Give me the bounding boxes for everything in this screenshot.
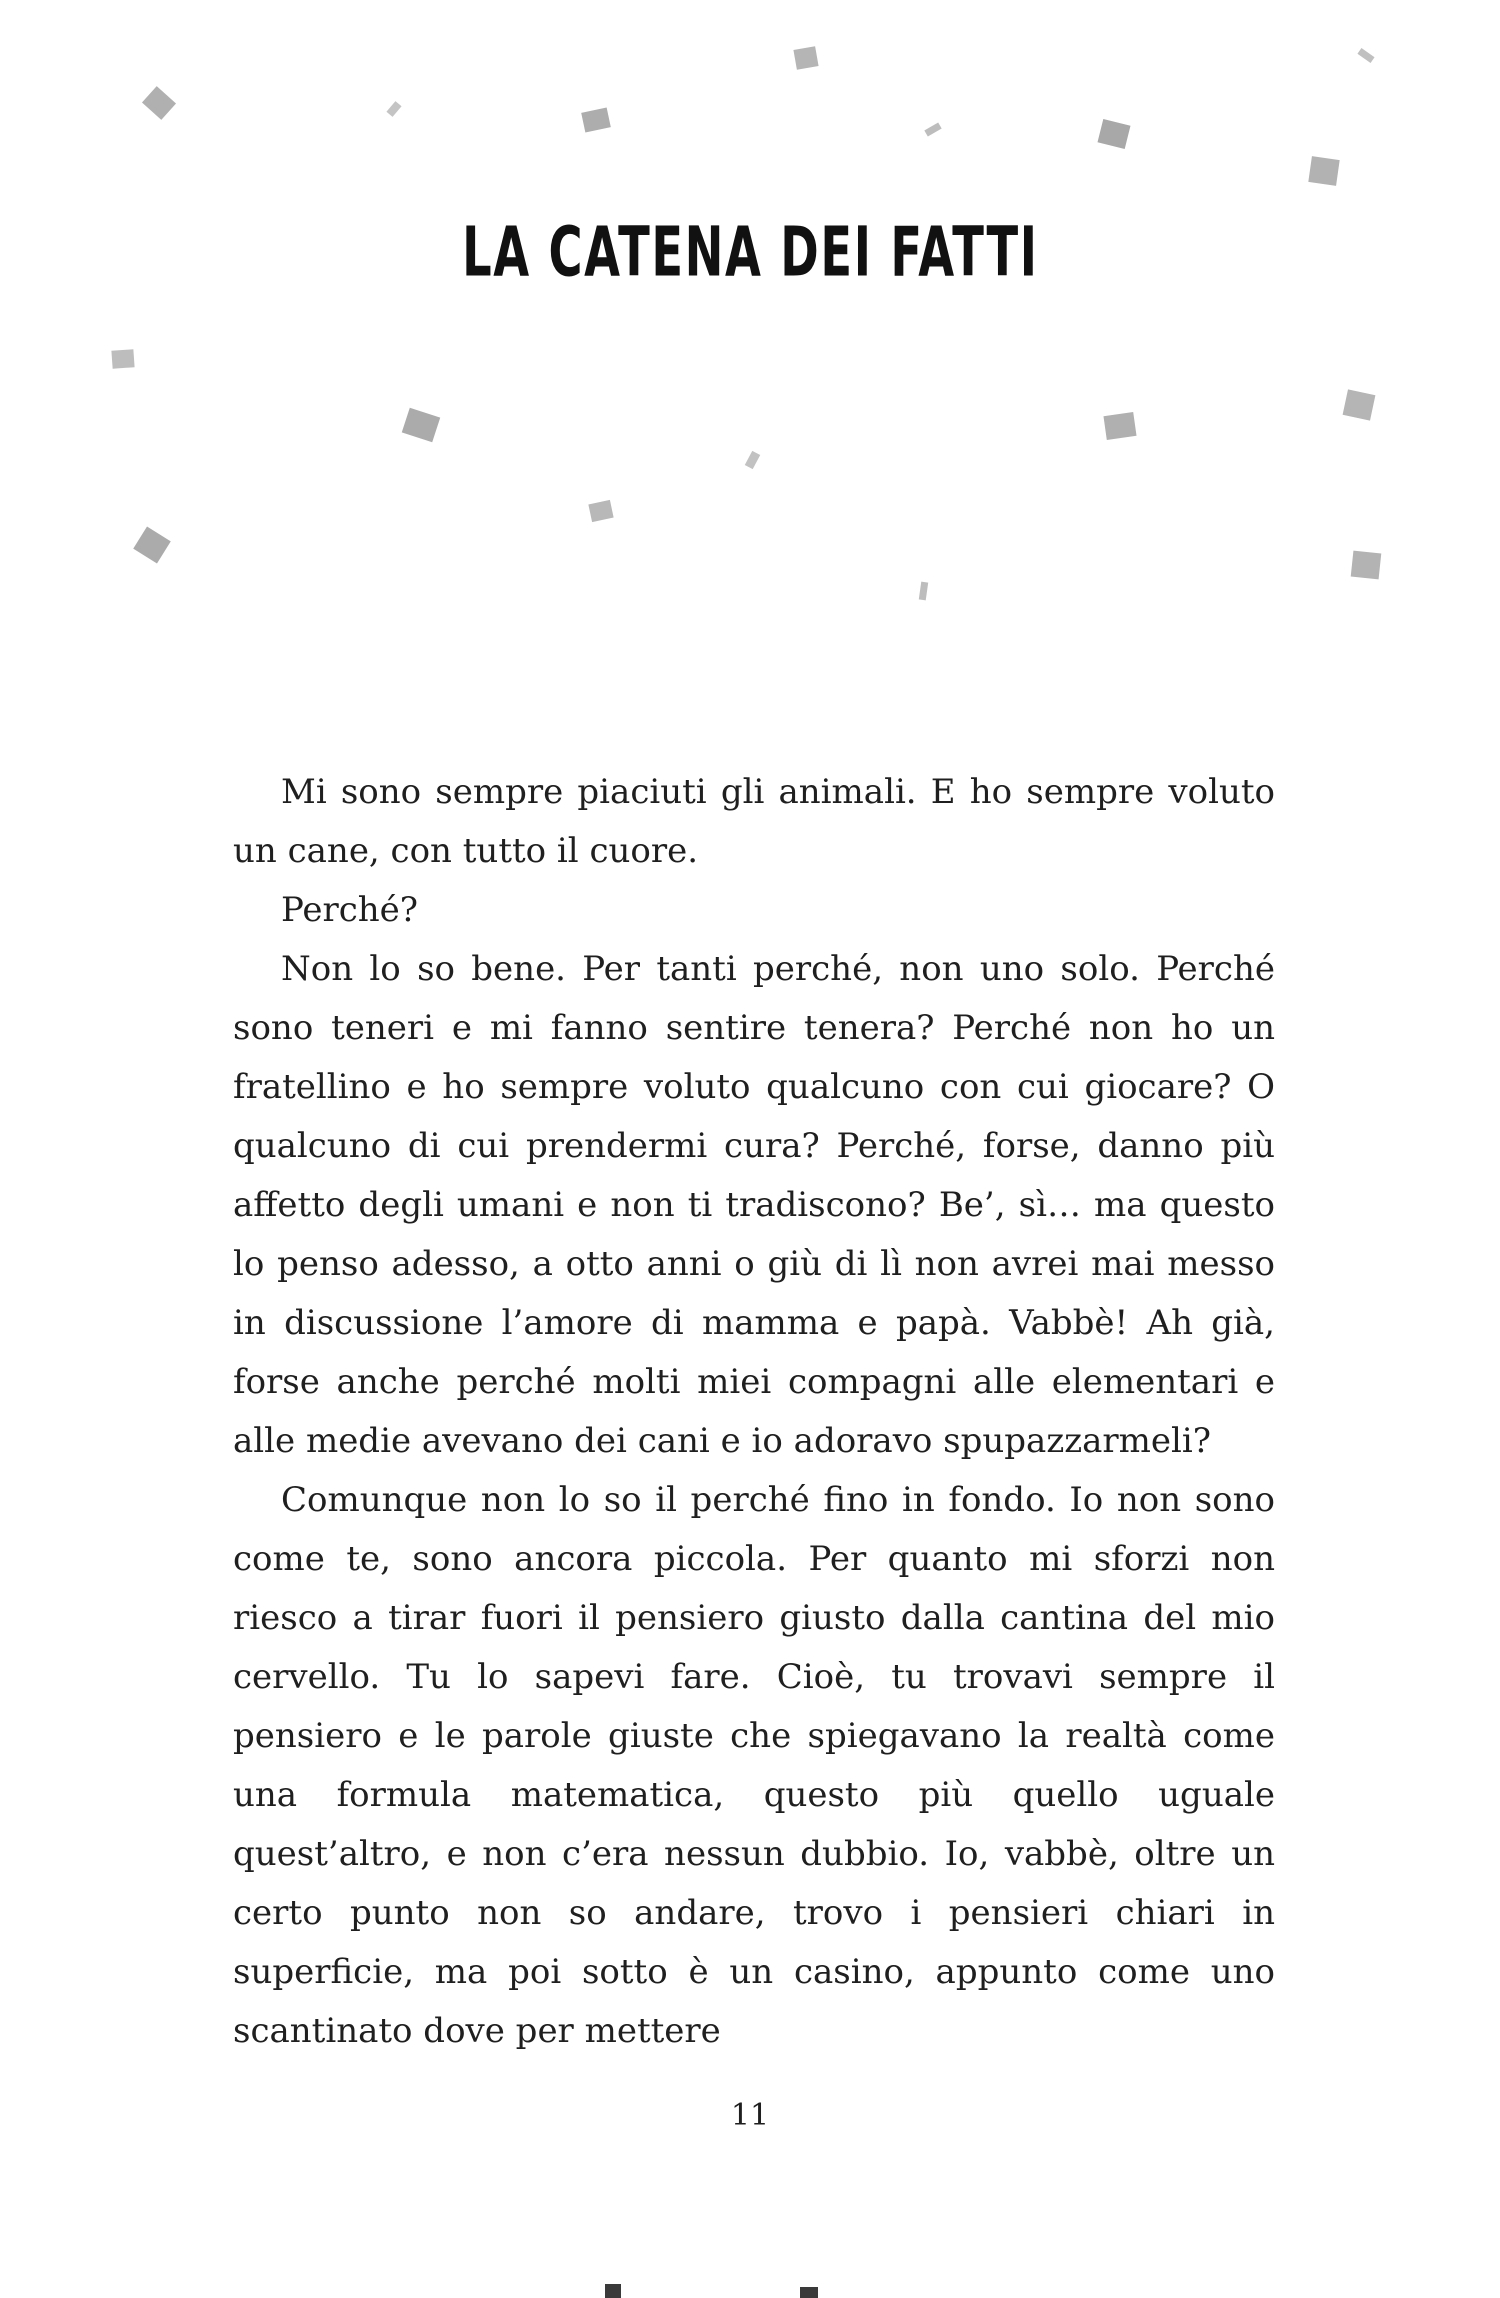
square-confetto [142, 86, 176, 120]
edge-mark [800, 2287, 818, 2298]
square-confetto [793, 46, 818, 70]
square-confetto [1308, 156, 1339, 186]
square-confetto [111, 349, 134, 368]
tick-confetto [924, 122, 941, 136]
tick-confetto [1357, 48, 1374, 63]
body-paragraph: Non lo so bene. Per tanti perché, non uno solo. Perché sono teneri e mi fanno sentire tenera? Perché non ho un fratellino e ho sempre voluto qualcuno con cui giocare? O qualcuno di cui prendermi cura? Perché, forse, danno più affetto degli umani e non ti tradiscono? Be’, sì… ma questo lo penso adesso, a otto anni o giù di lì non avrei mai messo in discussione l’amore di mamma e papà. Vabbè! Ah già, forse anche perché molti miei compagni alle elementari e alle medie avevano dei cani e io adoravo spupazzarmeli? [233, 949, 1275, 1461]
square-confetto [588, 500, 613, 522]
tick-confetto [919, 582, 928, 601]
square-confetto [1098, 119, 1131, 149]
square-confetto [1103, 412, 1136, 440]
square-confetto [1343, 389, 1376, 420]
body-paragraph: Comunque non lo so il perché fino in fondo. Io non sono come te, sono ancora piccola. Per quanto mi sforzi non riesco a tirar fuori il pensiero giusto dalla cantina del mio cervello. Tu lo sapevi fare. Cioè, tu trovavi sempre il pensiero e le parole giuste che spiegavano la realtà come una formula matematica, questo più quello uguale quest’altro, e non c’era nessun dubbio. Io, vabbè, oltre un certo punto non so andare, trovo i pensieri chiari in superficie, ma poi sotto è un casino, appunto come uno scantinato dove per mettere [233, 1480, 1275, 2051]
square-confetto [133, 527, 171, 564]
body-paragraph: Perché? [281, 890, 419, 930]
chapter-title: LA CATENA DEI FATTI [461, 212, 1039, 293]
body-text-block [233, 763, 1275, 2061]
body-paragraph: Mi sono sempre piaciuti gli animali. E ho sempre voluto un cane, con tutto il cuore. [233, 772, 1275, 871]
tick-confetto [745, 451, 760, 469]
square-confetto [581, 108, 611, 133]
tick-confetto [386, 101, 401, 117]
edge-mark [605, 2284, 621, 2298]
page-number: 11 [730, 2098, 770, 2133]
square-confetto [1351, 551, 1382, 580]
square-confetto [402, 408, 440, 443]
chapter-title-wrap [0, 212, 1500, 293]
